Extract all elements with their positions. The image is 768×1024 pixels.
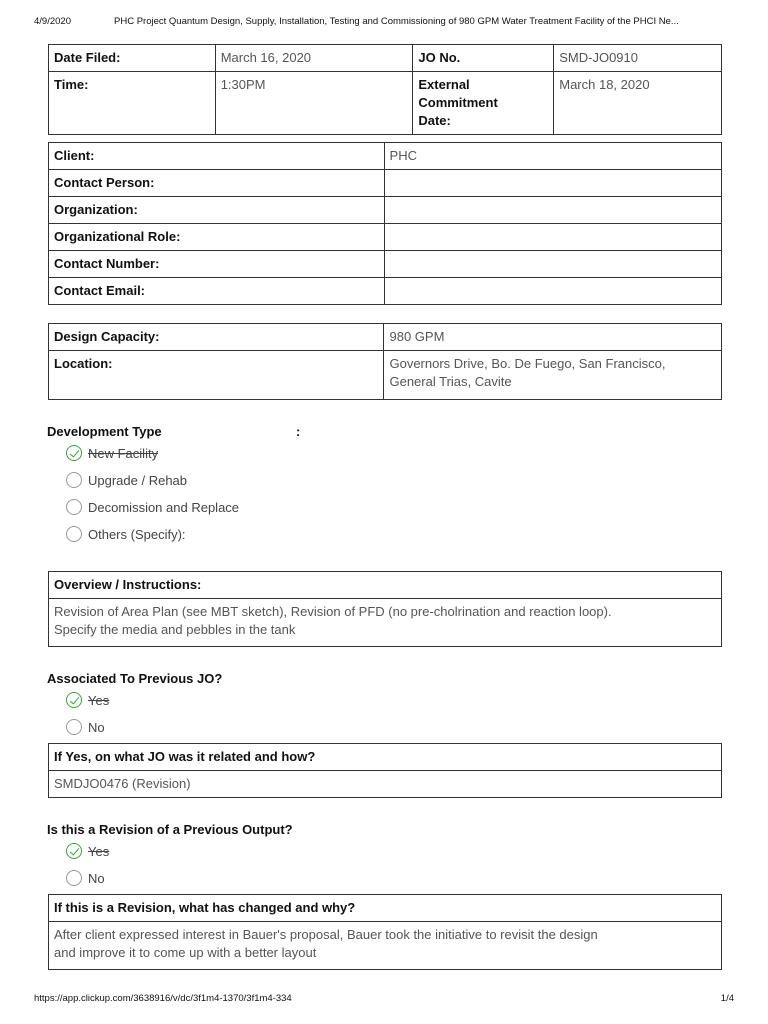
empty-circle-icon[interactable] (66, 472, 82, 488)
development-type-label: Development Type (47, 424, 162, 439)
page-number: 1/4 (720, 993, 734, 1004)
option-label: New Facility (88, 445, 159, 461)
related-jo-value: SMDJO0476 (Revision) (49, 771, 722, 798)
related-jo-label: If Yes, on what JO was it related and how? (49, 744, 722, 771)
option-others[interactable] (66, 525, 186, 543)
overview-line-2: Specify the media and pebbles in the tank (54, 622, 296, 637)
option-label: Yes (88, 843, 110, 859)
option-revision-yes[interactable] (66, 842, 109, 860)
contact-person-label: Contact Person: (49, 170, 385, 197)
capacity-label: Design Capacity: (49, 324, 384, 351)
contact-number-value (384, 251, 721, 278)
option-label: No (88, 870, 105, 886)
revision-changes-line-1: After client expressed interest in Bauer's proposal, Bauer took the initiative to revisit the design (54, 927, 598, 942)
option-label: Others (Specify): (88, 526, 186, 542)
location-label: Location: (49, 351, 384, 400)
option-new-facility[interactable] (66, 444, 158, 462)
option-decomission-replace[interactable] (66, 498, 239, 516)
related-jo-table (48, 743, 722, 798)
empty-circle-icon[interactable] (66, 719, 82, 735)
previous-jo-label: Associated To Previous JO? (47, 671, 223, 686)
print-url: https://app.clickup.com/3638916/v/dc/3f1m4-1370/3f1m4-334 (34, 993, 292, 1004)
commitment-label-line-2: Date: (418, 113, 451, 128)
print-title: PHC Project Quantum Design, Supply, Installation, Testing and Commissioning of 980 GPM Water Treatment Facility of the PHCI Ne... (114, 16, 679, 27)
jo-no-value: SMD-JO0910 (554, 45, 722, 72)
jo-no-label: JO No. (413, 45, 554, 72)
option-previous-jo-no[interactable] (66, 718, 105, 736)
print-header (34, 16, 734, 30)
print-date: 4/9/2020 (34, 16, 71, 27)
check-circle-icon[interactable] (66, 445, 82, 461)
time-value: 1:30PM (215, 72, 413, 135)
option-previous-jo-yes[interactable] (66, 691, 109, 709)
contact-email-value (384, 278, 721, 305)
overview-label: Overview / Instructions: (49, 572, 722, 599)
client-label: Client: (49, 143, 385, 170)
org-role-label: Organizational Role: (49, 224, 385, 251)
organization-label: Organization: (49, 197, 385, 224)
location-value (384, 351, 722, 400)
revision-changes-label: If this is a Revision, what has changed and why? (49, 895, 722, 922)
job-info-table (48, 44, 722, 135)
revision-label: Is this a Revision of a Previous Output? (47, 822, 293, 837)
contact-number-label: Contact Number: (49, 251, 385, 278)
check-circle-icon[interactable] (66, 843, 82, 859)
contact-person-value (384, 170, 721, 197)
commitment-date-value: March 18, 2020 (554, 72, 722, 135)
organization-value (384, 197, 721, 224)
revision-changes-table (48, 894, 722, 970)
empty-circle-icon[interactable] (66, 526, 82, 542)
time-label: Time: (49, 72, 216, 135)
option-label: Decomission and Replace (88, 499, 240, 515)
option-label: Yes (88, 692, 110, 708)
overview-value (49, 599, 722, 647)
check-circle-icon[interactable] (66, 692, 82, 708)
commitment-label (413, 72, 554, 135)
option-revision-no[interactable] (66, 869, 105, 887)
client-value: PHC (384, 143, 721, 170)
location-line-1: Governors Drive, Bo. De Fuego, San Francisco, (389, 356, 666, 371)
location-line-2: General Trias, Cavite (389, 374, 512, 389)
option-label: No (88, 719, 105, 735)
project-info-table (48, 323, 722, 400)
org-role-value (384, 224, 721, 251)
revision-changes-line-2: and improve it to come up with a better layout (54, 945, 317, 960)
date-filed-label: Date Filed: (49, 45, 216, 72)
contact-email-label: Contact Email: (49, 278, 385, 305)
empty-circle-icon[interactable] (66, 870, 82, 886)
client-info-table (48, 142, 722, 305)
development-type-colon: : (296, 424, 301, 439)
option-upgrade-rehab[interactable] (66, 471, 187, 489)
overview-table (48, 571, 722, 647)
print-footer (34, 993, 734, 1007)
capacity-value: 980 GPM (384, 324, 722, 351)
commitment-label-line-1: External Commitment (418, 77, 498, 110)
empty-circle-icon[interactable] (66, 499, 82, 515)
revision-changes-value (49, 922, 722, 970)
date-filed-value: March 16, 2020 (215, 45, 413, 72)
option-label: Upgrade / Rehab (88, 472, 188, 488)
overview-line-1: Revision of Area Plan (see MBT sketch), Revision of PFD (no pre-cholrination and reaction loop). (54, 604, 612, 619)
